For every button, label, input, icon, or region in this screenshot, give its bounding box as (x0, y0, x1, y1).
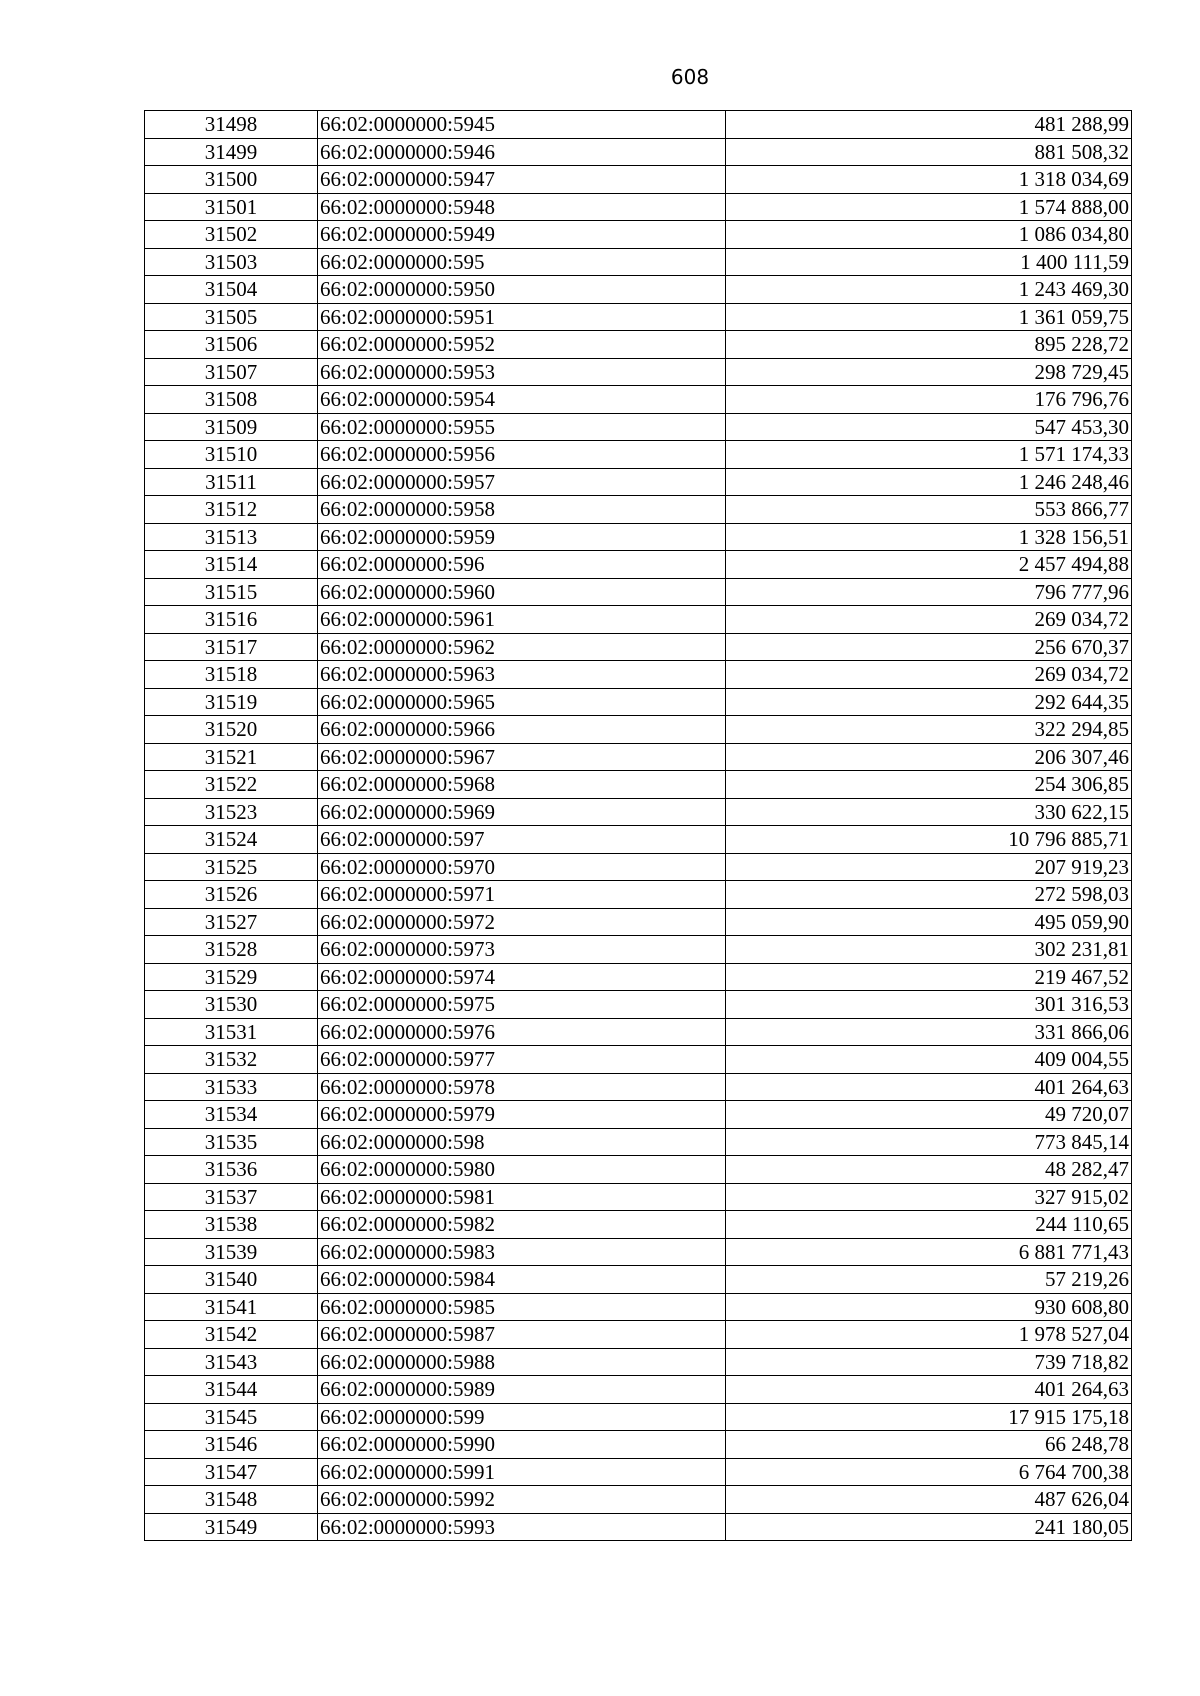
cadastral-number: 66:02:0000000:5975 (318, 991, 726, 1019)
cadastral-number: 66:02:0000000:5985 (318, 1293, 726, 1321)
cadastral-number: 66:02:0000000:5959 (318, 523, 726, 551)
cadastral-number: 66:02:0000000:5966 (318, 716, 726, 744)
table-row (145, 1513, 1132, 1541)
row-number: 31503 (145, 248, 318, 276)
table-row (145, 1238, 1132, 1266)
cadastral-number: 66:02:0000000:5981 (318, 1183, 726, 1211)
cadastral-number: 66:02:0000000:5978 (318, 1073, 726, 1101)
row-number: 31540 (145, 1266, 318, 1294)
table-row (145, 303, 1132, 331)
cadastral-number: 66:02:0000000:5958 (318, 496, 726, 524)
cadastral-value: 401 264,63 (726, 1376, 1132, 1404)
cadastral-number: 66:02:0000000:5951 (318, 303, 726, 331)
row-number: 31511 (145, 468, 318, 496)
cadastral-value: 301 316,53 (726, 991, 1132, 1019)
row-number: 31527 (145, 908, 318, 936)
cadastral-number: 66:02:0000000:5954 (318, 386, 726, 414)
table-row (145, 633, 1132, 661)
row-number: 31521 (145, 743, 318, 771)
cadastral-value: 1 318 034,69 (726, 166, 1132, 194)
table-row (145, 743, 1132, 771)
cadastral-value: 269 034,72 (726, 661, 1132, 689)
row-number: 31545 (145, 1403, 318, 1431)
cadastral-number: 66:02:0000000:5956 (318, 441, 726, 469)
table-row (145, 1156, 1132, 1184)
cadastral-number: 66:02:0000000:5962 (318, 633, 726, 661)
row-number: 31498 (145, 111, 318, 139)
cadastral-number: 66:02:0000000:5967 (318, 743, 726, 771)
row-number: 31523 (145, 798, 318, 826)
cadastral-number: 66:02:0000000:5990 (318, 1431, 726, 1459)
table-row (145, 688, 1132, 716)
row-number: 31531 (145, 1018, 318, 1046)
cadastral-value: 322 294,85 (726, 716, 1132, 744)
cadastral-number: 66:02:0000000:5950 (318, 276, 726, 304)
table-row (145, 1486, 1132, 1514)
cadastral-number: 66:02:0000000:598 (318, 1128, 726, 1156)
cadastral-value: 206 307,46 (726, 743, 1132, 771)
row-number: 31548 (145, 1486, 318, 1514)
table-row (145, 496, 1132, 524)
cadastral-value: 481 288,99 (726, 111, 1132, 139)
table-row (145, 578, 1132, 606)
table-row (145, 166, 1132, 194)
cadastral-value: 1 574 888,00 (726, 193, 1132, 221)
row-number: 31522 (145, 771, 318, 799)
cadastral-value: 207 919,23 (726, 853, 1132, 881)
table-row (145, 193, 1132, 221)
cadastral-number: 66:02:0000000:5946 (318, 138, 726, 166)
cadastral-value: 269 034,72 (726, 606, 1132, 634)
table-row (145, 853, 1132, 881)
table-row (145, 1211, 1132, 1239)
row-number: 31515 (145, 578, 318, 606)
cadastral-number: 66:02:0000000:5949 (318, 221, 726, 249)
cadastral-value: 1 978 527,04 (726, 1321, 1132, 1349)
row-number: 31544 (145, 1376, 318, 1404)
row-number: 31512 (145, 496, 318, 524)
table-row (145, 1128, 1132, 1156)
row-number: 31510 (145, 441, 318, 469)
cadastral-value-table (144, 110, 1132, 1541)
cadastral-number: 66:02:0000000:5989 (318, 1376, 726, 1404)
cadastral-value: 331 866,06 (726, 1018, 1132, 1046)
cadastral-number: 66:02:0000000:5972 (318, 908, 726, 936)
table-row (145, 523, 1132, 551)
cadastral-number: 66:02:0000000:5957 (318, 468, 726, 496)
cadastral-number: 66:02:0000000:5987 (318, 1321, 726, 1349)
table-row (145, 661, 1132, 689)
row-number: 31530 (145, 991, 318, 1019)
cadastral-number: 66:02:0000000:5963 (318, 661, 726, 689)
row-number: 31508 (145, 386, 318, 414)
table-row (145, 441, 1132, 469)
cadastral-value: 49 720,07 (726, 1101, 1132, 1129)
row-number: 31526 (145, 881, 318, 909)
cadastral-number: 66:02:0000000:5953 (318, 358, 726, 386)
row-number: 31516 (145, 606, 318, 634)
table-row (145, 716, 1132, 744)
cadastral-value: 6 764 700,38 (726, 1458, 1132, 1486)
cadastral-value: 292 644,35 (726, 688, 1132, 716)
row-number: 31533 (145, 1073, 318, 1101)
cadastral-number: 66:02:0000000:5947 (318, 166, 726, 194)
table-row (145, 826, 1132, 854)
row-number: 31547 (145, 1458, 318, 1486)
cadastral-value: 66 248,78 (726, 1431, 1132, 1459)
row-number: 31534 (145, 1101, 318, 1129)
cadastral-value: 553 866,77 (726, 496, 1132, 524)
table-row (145, 1321, 1132, 1349)
cadastral-value: 895 228,72 (726, 331, 1132, 359)
table-row (145, 331, 1132, 359)
cadastral-number: 66:02:0000000:5955 (318, 413, 726, 441)
table-row (145, 908, 1132, 936)
table-row (145, 111, 1132, 139)
cadastral-value: 219 467,52 (726, 963, 1132, 991)
cadastral-number: 66:02:0000000:5961 (318, 606, 726, 634)
cadastral-number: 66:02:0000000:5945 (318, 111, 726, 139)
cadastral-value: 256 670,37 (726, 633, 1132, 661)
cadastral-number: 66:02:0000000:5973 (318, 936, 726, 964)
cadastral-value: 241 180,05 (726, 1513, 1132, 1541)
table-row (145, 881, 1132, 909)
cadastral-value: 10 796 885,71 (726, 826, 1132, 854)
cadastral-value: 244 110,65 (726, 1211, 1132, 1239)
cadastral-number: 66:02:0000000:5992 (318, 1486, 726, 1514)
table-row (145, 1046, 1132, 1074)
row-number: 31513 (145, 523, 318, 551)
cadastral-number: 66:02:0000000:596 (318, 551, 726, 579)
cadastral-value: 495 059,90 (726, 908, 1132, 936)
cadastral-number: 66:02:0000000:5979 (318, 1101, 726, 1129)
cadastral-number: 66:02:0000000:5980 (318, 1156, 726, 1184)
cadastral-number: 66:02:0000000:5952 (318, 331, 726, 359)
row-number: 31542 (145, 1321, 318, 1349)
row-number: 31525 (145, 853, 318, 881)
row-number: 31505 (145, 303, 318, 331)
cadastral-value: 1 086 034,80 (726, 221, 1132, 249)
table-row (145, 991, 1132, 1019)
cadastral-number: 66:02:0000000:5948 (318, 193, 726, 221)
cadastral-number: 66:02:0000000:5993 (318, 1513, 726, 1541)
row-number: 31539 (145, 1238, 318, 1266)
row-number: 31502 (145, 221, 318, 249)
table-body (145, 111, 1132, 1541)
table-row (145, 1458, 1132, 1486)
table-row (145, 551, 1132, 579)
row-number: 31507 (145, 358, 318, 386)
cadastral-number: 66:02:0000000:5969 (318, 798, 726, 826)
cadastral-value: 298 729,45 (726, 358, 1132, 386)
cadastral-number: 66:02:0000000:5984 (318, 1266, 726, 1294)
row-number: 31528 (145, 936, 318, 964)
table-row (145, 771, 1132, 799)
row-number: 31541 (145, 1293, 318, 1321)
cadastral-value: 48 282,47 (726, 1156, 1132, 1184)
cadastral-number: 66:02:0000000:5976 (318, 1018, 726, 1046)
cadastral-value: 1 328 156,51 (726, 523, 1132, 551)
table-row (145, 1376, 1132, 1404)
row-number: 31529 (145, 963, 318, 991)
cadastral-value: 1 243 469,30 (726, 276, 1132, 304)
cadastral-number: 66:02:0000000:595 (318, 248, 726, 276)
table-row (145, 1101, 1132, 1129)
cadastral-value: 409 004,55 (726, 1046, 1132, 1074)
row-number: 31506 (145, 331, 318, 359)
cadastral-number: 66:02:0000000:5982 (318, 1211, 726, 1239)
cadastral-value: 6 881 771,43 (726, 1238, 1132, 1266)
cadastral-value: 1 400 111,59 (726, 248, 1132, 276)
table-row (145, 1183, 1132, 1211)
row-number: 31549 (145, 1513, 318, 1541)
page-number: 608 (670, 65, 710, 89)
cadastral-value: 2 457 494,88 (726, 551, 1132, 579)
table-row (145, 1431, 1132, 1459)
cadastral-value: 773 845,14 (726, 1128, 1132, 1156)
table-row (145, 963, 1132, 991)
table-row (145, 1018, 1132, 1046)
row-number: 31520 (145, 716, 318, 744)
row-number: 31517 (145, 633, 318, 661)
table-row (145, 1348, 1132, 1376)
table-row (145, 221, 1132, 249)
cadastral-value: 487 626,04 (726, 1486, 1132, 1514)
row-number: 31532 (145, 1046, 318, 1074)
row-number: 31499 (145, 138, 318, 166)
cadastral-number: 66:02:0000000:5960 (318, 578, 726, 606)
cadastral-number: 66:02:0000000:5983 (318, 1238, 726, 1266)
cadastral-value: 1 361 059,75 (726, 303, 1132, 331)
table-row (145, 138, 1132, 166)
row-number: 31535 (145, 1128, 318, 1156)
row-number: 31518 (145, 661, 318, 689)
row-number: 31500 (145, 166, 318, 194)
row-number: 31514 (145, 551, 318, 579)
row-number: 31501 (145, 193, 318, 221)
table-row (145, 936, 1132, 964)
cadastral-value: 739 718,82 (726, 1348, 1132, 1376)
cadastral-value: 57 219,26 (726, 1266, 1132, 1294)
cadastral-number: 66:02:0000000:5977 (318, 1046, 726, 1074)
row-number: 31537 (145, 1183, 318, 1211)
cadastral-number: 66:02:0000000:5970 (318, 853, 726, 881)
row-number: 31509 (145, 413, 318, 441)
cadastral-value: 401 264,63 (726, 1073, 1132, 1101)
row-number: 31538 (145, 1211, 318, 1239)
cadastral-number: 66:02:0000000:5974 (318, 963, 726, 991)
cadastral-number: 66:02:0000000:5991 (318, 1458, 726, 1486)
table-row (145, 386, 1132, 414)
cadastral-value: 176 796,76 (726, 386, 1132, 414)
table-row (145, 358, 1132, 386)
cadastral-value: 17 915 175,18 (726, 1403, 1132, 1431)
cadastral-value: 881 508,32 (726, 138, 1132, 166)
cadastral-number: 66:02:0000000:597 (318, 826, 726, 854)
row-number: 31543 (145, 1348, 318, 1376)
cadastral-value: 330 622,15 (726, 798, 1132, 826)
cadastral-number: 66:02:0000000:5988 (318, 1348, 726, 1376)
table-row (145, 1073, 1132, 1101)
row-number: 31524 (145, 826, 318, 854)
table-row (145, 1266, 1132, 1294)
row-number: 31519 (145, 688, 318, 716)
cadastral-value: 547 453,30 (726, 413, 1132, 441)
row-number: 31504 (145, 276, 318, 304)
table-row (145, 413, 1132, 441)
cadastral-number: 66:02:0000000:5971 (318, 881, 726, 909)
cadastral-value: 272 598,03 (726, 881, 1132, 909)
cadastral-number: 66:02:0000000:599 (318, 1403, 726, 1431)
cadastral-value: 327 915,02 (726, 1183, 1132, 1211)
table-row (145, 606, 1132, 634)
cadastral-number: 66:02:0000000:5965 (318, 688, 726, 716)
table-row (145, 468, 1132, 496)
cadastral-value: 1 246 248,46 (726, 468, 1132, 496)
table-row (145, 798, 1132, 826)
cadastral-value: 1 571 174,33 (726, 441, 1132, 469)
cadastral-number: 66:02:0000000:5968 (318, 771, 726, 799)
table-row (145, 1403, 1132, 1431)
cadastral-value: 930 608,80 (726, 1293, 1132, 1321)
table-row (145, 248, 1132, 276)
row-number: 31546 (145, 1431, 318, 1459)
cadastral-value: 302 231,81 (726, 936, 1132, 964)
cadastral-value: 796 777,96 (726, 578, 1132, 606)
table-row (145, 1293, 1132, 1321)
cadastral-value: 254 306,85 (726, 771, 1132, 799)
row-number: 31536 (145, 1156, 318, 1184)
table-row (145, 276, 1132, 304)
